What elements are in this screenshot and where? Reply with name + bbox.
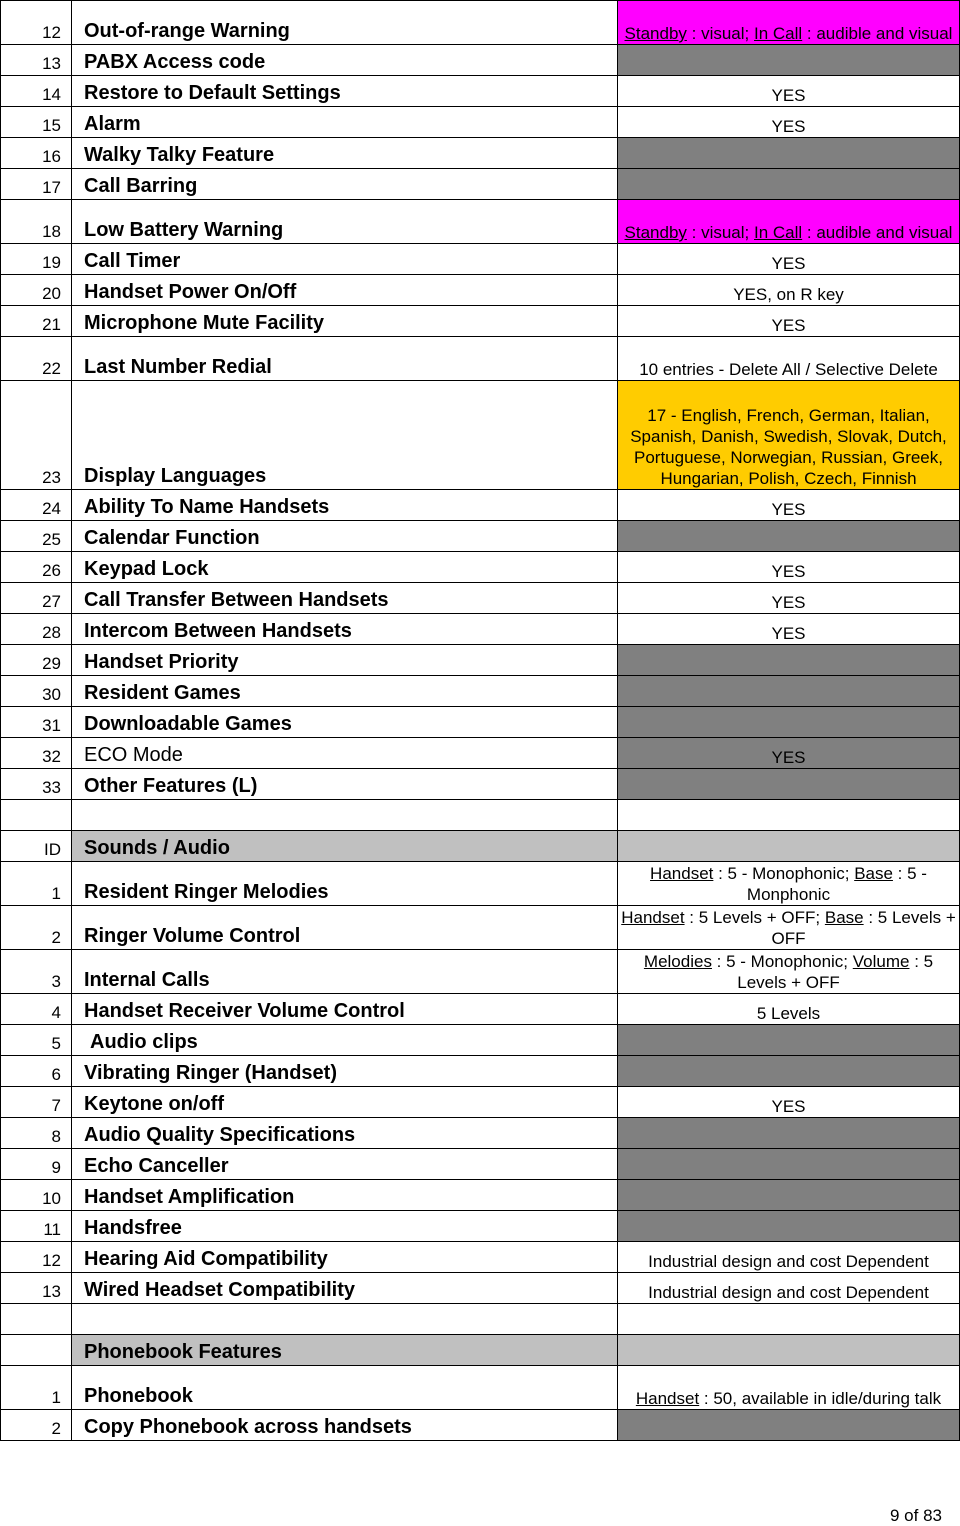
feature-name xyxy=(72,1118,618,1149)
table-row xyxy=(1,800,960,831)
feature-name-text: Ability To Name Handsets xyxy=(84,496,330,518)
feature-name xyxy=(72,1304,618,1335)
value-label: Volume xyxy=(852,952,910,971)
feature-value xyxy=(618,1211,960,1242)
value-text: YES xyxy=(771,86,806,105)
table-row xyxy=(1,994,960,1025)
table-row xyxy=(1,1366,960,1410)
row-id: 17 xyxy=(1,169,72,200)
value-text: YES xyxy=(771,748,806,767)
feature-name xyxy=(72,707,618,738)
feature-name-text: Phonebook Features xyxy=(84,1341,282,1363)
feature-name-text: Audio clips xyxy=(90,1031,198,1053)
feature-value xyxy=(618,1410,960,1441)
feature-name-text: Restore to Default Settings xyxy=(84,82,341,104)
feature-name-text: Other Features (L) xyxy=(84,775,258,797)
row-id: 10 xyxy=(1,1180,72,1211)
value-text: YES xyxy=(771,624,806,643)
table-row xyxy=(1,521,960,552)
feature-value xyxy=(618,769,960,800)
feature-value xyxy=(618,645,960,676)
feature-value xyxy=(618,275,960,306)
table-row xyxy=(1,1304,960,1335)
feature-name xyxy=(72,906,618,950)
row-id: 2 xyxy=(1,906,72,950)
feature-name-text: Vibrating Ringer (Handset) xyxy=(84,1062,337,1084)
feature-spec-table-body xyxy=(1,1,960,1441)
feature-name-text: Copy Phonebook across handsets xyxy=(84,1416,412,1438)
feature-name xyxy=(72,244,618,275)
table-row xyxy=(1,490,960,521)
table-row xyxy=(1,306,960,337)
value-text: YES xyxy=(771,562,806,581)
feature-name xyxy=(72,1149,618,1180)
table-row xyxy=(1,169,960,200)
feature-value xyxy=(618,1242,960,1273)
feature-value xyxy=(618,950,960,994)
feature-name xyxy=(72,169,618,200)
section-header xyxy=(72,831,618,862)
feature-name xyxy=(72,1,618,45)
table-row xyxy=(1,1,960,45)
feature-name-text: Sounds / Audio xyxy=(84,837,230,859)
feature-value xyxy=(618,306,960,337)
table-row xyxy=(1,1149,960,1180)
feature-name xyxy=(72,381,618,490)
feature-name-text: Audio Quality Specifications xyxy=(84,1124,356,1146)
row-id: 13 xyxy=(1,1273,72,1304)
row-id: 9 xyxy=(1,1149,72,1180)
table-row xyxy=(1,76,960,107)
row-id: 26 xyxy=(1,552,72,583)
row-id: 16 xyxy=(1,138,72,169)
value-text: Industrial design and cost Dependent xyxy=(648,1252,929,1271)
table-row xyxy=(1,1087,960,1118)
feature-value xyxy=(618,707,960,738)
section-header xyxy=(72,1335,618,1366)
row-id: 12 xyxy=(1,1,72,45)
value-text: YES xyxy=(771,117,806,136)
row-id: 2 xyxy=(1,1410,72,1441)
row-id: 19 xyxy=(1,244,72,275)
feature-name-text: Handset Power On/Off xyxy=(84,281,297,303)
feature-name-text: Call Barring xyxy=(84,175,198,197)
row-id: 32 xyxy=(1,738,72,769)
row-id: 29 xyxy=(1,645,72,676)
value-label: Handset xyxy=(621,908,685,927)
feature-name xyxy=(72,200,618,244)
row-id: 1 xyxy=(1,862,72,906)
feature-name xyxy=(72,1180,618,1211)
feature-name xyxy=(72,521,618,552)
feature-value xyxy=(618,1149,960,1180)
feature-name-text: Out-of-range Warning xyxy=(84,20,290,42)
row-id: 27 xyxy=(1,583,72,614)
table-row xyxy=(1,45,960,76)
row-id: 13 xyxy=(1,45,72,76)
table-row xyxy=(1,862,960,906)
value-text: : 5 - Monophonic; xyxy=(711,952,853,971)
table-row xyxy=(1,1242,960,1273)
table-row xyxy=(1,1335,960,1366)
feature-name-text: Calendar Function xyxy=(84,527,260,549)
feature-name-text: Call Timer xyxy=(84,250,181,272)
feature-name xyxy=(72,306,618,337)
value-label: Handset xyxy=(650,864,714,883)
table-row xyxy=(1,244,960,275)
table-row xyxy=(1,831,960,862)
feature-value xyxy=(618,521,960,552)
feature-value xyxy=(618,552,960,583)
row-id: 14 xyxy=(1,76,72,107)
value-label: Standby xyxy=(624,223,687,242)
feature-name xyxy=(72,552,618,583)
row-id: 5 xyxy=(1,1025,72,1056)
value-text: : 5 - Monophonic; xyxy=(713,864,855,883)
row-id: 4 xyxy=(1,994,72,1025)
feature-name xyxy=(72,1056,618,1087)
value-text: : audible and visual xyxy=(802,24,953,43)
feature-value xyxy=(618,1366,960,1410)
row-id: 21 xyxy=(1,306,72,337)
feature-value xyxy=(618,1335,960,1366)
feature-value xyxy=(618,107,960,138)
table-row xyxy=(1,138,960,169)
feature-name xyxy=(72,107,618,138)
value-label: In Call xyxy=(754,24,803,43)
feature-name xyxy=(72,769,618,800)
feature-name-text: Handset Receiver Volume Control xyxy=(84,1000,405,1022)
feature-name-text: Internal Calls xyxy=(84,969,210,991)
feature-name-text: Keytone on/off xyxy=(84,1093,224,1115)
value-text: YES xyxy=(771,316,806,335)
feature-name xyxy=(72,1211,618,1242)
table-row xyxy=(1,1211,960,1242)
feature-name-text: Ringer Volume Control xyxy=(84,925,301,947)
feature-name-text: Handsfree xyxy=(84,1217,182,1239)
feature-name xyxy=(72,1410,618,1441)
value-text: : 5 Levels + OFF; xyxy=(684,908,825,927)
table-row xyxy=(1,645,960,676)
row-id: 12 xyxy=(1,1242,72,1273)
feature-name xyxy=(72,337,618,381)
feature-name xyxy=(72,490,618,521)
feature-value xyxy=(618,614,960,645)
row-id: 11 xyxy=(1,1211,72,1242)
feature-name xyxy=(72,275,618,306)
feature-name xyxy=(72,1273,618,1304)
feature-value xyxy=(618,831,960,862)
feature-value xyxy=(618,676,960,707)
table-row xyxy=(1,738,960,769)
value-label: Base xyxy=(824,908,864,927)
table-row xyxy=(1,906,960,950)
row-id: 8 xyxy=(1,1118,72,1149)
table-row xyxy=(1,614,960,645)
row-id xyxy=(1,1335,72,1366)
table-row xyxy=(1,1273,960,1304)
table-row xyxy=(1,337,960,381)
feature-name-text: Resident Ringer Melodies xyxy=(84,881,329,903)
row-id: 30 xyxy=(1,676,72,707)
feature-name-text: Downloadable Games xyxy=(84,713,292,735)
value-text: : visual; xyxy=(686,223,754,242)
row-id: 24 xyxy=(1,490,72,521)
feature-value xyxy=(618,381,960,490)
feature-value xyxy=(618,1273,960,1304)
feature-name xyxy=(72,738,618,769)
table-row xyxy=(1,950,960,994)
feature-name-text: Wired Headset Compatibility xyxy=(84,1279,355,1301)
feature-name-text: PABX Access code xyxy=(84,51,266,73)
feature-name-text: Hearing Aid Compatibility xyxy=(84,1248,328,1270)
feature-name-text: Resident Games xyxy=(84,682,241,704)
feature-name xyxy=(72,994,618,1025)
value-text: : 5 Levels + OFF xyxy=(737,952,934,992)
feature-value xyxy=(618,1304,960,1335)
feature-value xyxy=(618,76,960,107)
row-id: 25 xyxy=(1,521,72,552)
table-row xyxy=(1,200,960,244)
feature-name xyxy=(72,676,618,707)
value-label: In Call xyxy=(754,223,803,242)
row-id: 18 xyxy=(1,200,72,244)
feature-value xyxy=(618,138,960,169)
row-id: ID xyxy=(1,831,72,862)
feature-value xyxy=(618,738,960,769)
row-id: 31 xyxy=(1,707,72,738)
table-row xyxy=(1,1025,960,1056)
value-text: : audible and visual xyxy=(802,223,953,242)
row-id: 3 xyxy=(1,950,72,994)
feature-value xyxy=(618,800,960,831)
feature-name-text: Intercom Between Handsets xyxy=(84,620,352,642)
table-row xyxy=(1,381,960,490)
feature-name-text: Display Languages xyxy=(84,465,267,487)
feature-name-text: Microphone Mute Facility xyxy=(84,312,325,334)
feature-name-text: Keypad Lock xyxy=(84,558,209,580)
row-id: 22 xyxy=(1,337,72,381)
feature-value xyxy=(618,583,960,614)
value-label: Melodies xyxy=(643,952,712,971)
feature-name xyxy=(72,1366,618,1410)
feature-name xyxy=(72,862,618,906)
feature-name xyxy=(72,583,618,614)
table-row xyxy=(1,707,960,738)
feature-name xyxy=(72,645,618,676)
table-row xyxy=(1,676,960,707)
feature-value xyxy=(618,45,960,76)
row-id xyxy=(1,800,72,831)
value-text: YES xyxy=(771,593,806,612)
feature-value xyxy=(618,490,960,521)
row-id xyxy=(1,1304,72,1335)
feature-name-text: Handset Amplification xyxy=(84,1186,295,1208)
table-row xyxy=(1,1410,960,1441)
feature-name-text: Low Battery Warning xyxy=(84,219,284,241)
table-row xyxy=(1,1056,960,1087)
table-row xyxy=(1,769,960,800)
value-text: YES, on R key xyxy=(733,285,844,304)
row-id: 6 xyxy=(1,1056,72,1087)
feature-name-text: Phonebook xyxy=(84,1385,193,1407)
feature-name xyxy=(72,138,618,169)
feature-value xyxy=(618,1118,960,1149)
feature-value xyxy=(618,1056,960,1087)
value-text: 10 entries - Delete All / Selective Delete xyxy=(639,360,938,379)
feature-value xyxy=(618,244,960,275)
value-text: 5 Levels xyxy=(756,1004,821,1023)
table-row xyxy=(1,1118,960,1149)
row-id: 23 xyxy=(1,381,72,490)
feature-name-text: Call Transfer Between Handsets xyxy=(84,589,389,611)
value-text: : visual; xyxy=(686,24,754,43)
feature-value xyxy=(618,1180,960,1211)
feature-name-text: ECO Mode xyxy=(84,744,183,766)
value-text: Industrial design and cost Dependent xyxy=(648,1283,929,1302)
row-id: 20 xyxy=(1,275,72,306)
feature-name xyxy=(72,1242,618,1273)
feature-name xyxy=(72,76,618,107)
feature-name xyxy=(72,1087,618,1118)
feature-value xyxy=(618,1,960,45)
feature-value xyxy=(618,994,960,1025)
value-text: : 5 - Monphonic xyxy=(746,864,927,904)
table-row xyxy=(1,552,960,583)
feature-value xyxy=(618,862,960,906)
value-label: Base xyxy=(854,864,893,883)
table-row xyxy=(1,583,960,614)
row-id: 28 xyxy=(1,614,72,645)
page-number: 9 of 83 xyxy=(890,1506,942,1525)
table-row xyxy=(1,107,960,138)
feature-value xyxy=(618,1025,960,1056)
feature-name xyxy=(72,614,618,645)
value-text: : 50, available in idle/during talk xyxy=(699,1389,942,1408)
feature-name xyxy=(72,1025,618,1056)
value-text: YES xyxy=(771,254,806,273)
feature-name-text: Last Number Redial xyxy=(84,356,272,378)
feature-value xyxy=(618,337,960,381)
row-id: 33 xyxy=(1,769,72,800)
feature-value xyxy=(618,200,960,244)
table-row xyxy=(1,275,960,306)
table-row xyxy=(1,1180,960,1211)
feature-value xyxy=(618,1087,960,1118)
feature-name-text: Alarm xyxy=(84,113,141,135)
feature-name-text: Handset Priority xyxy=(84,651,239,673)
value-text: : 5 Levels + OFF xyxy=(771,908,956,948)
feature-name-text: Walky Talky Feature xyxy=(84,144,275,166)
row-id: 1 xyxy=(1,1366,72,1410)
value-label: Standby xyxy=(624,24,687,43)
value-text: 17 - English, French, German, Italian, Spanish, Danish, Swedish, Slovak, Dutch, Portuguese, Norwegian, Russian, Greek, Hungarian, Polish, Czech, Finnish xyxy=(630,406,947,488)
value-text: YES xyxy=(771,500,806,519)
feature-value xyxy=(618,906,960,950)
feature-name xyxy=(72,950,618,994)
row-id: 7 xyxy=(1,1087,72,1118)
feature-name xyxy=(72,800,618,831)
row-id: 15 xyxy=(1,107,72,138)
value-label: Handset xyxy=(635,1389,700,1408)
value-text: YES xyxy=(771,1097,806,1116)
feature-name xyxy=(72,45,618,76)
feature-value xyxy=(618,169,960,200)
feature-name-text: Echo Canceller xyxy=(84,1155,229,1177)
